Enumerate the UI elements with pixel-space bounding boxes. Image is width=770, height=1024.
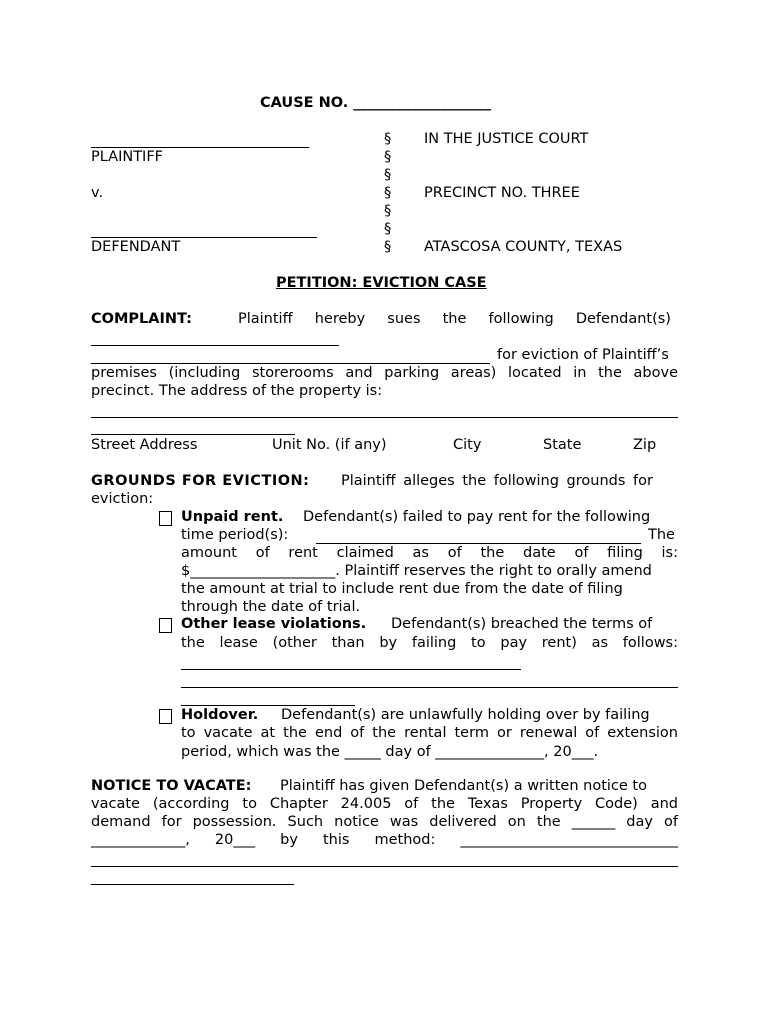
cause-number: CAUSE NO. ___________________ [260, 95, 492, 111]
word: by [280, 832, 298, 848]
word: ______________________________ [460, 832, 678, 848]
section-symbol: § [384, 221, 392, 237]
other-violations-title: Other lease violations. [181, 616, 367, 632]
plaintiff-label: PLAINTIFF [91, 149, 164, 165]
grounds-intro-line-2: eviction: [91, 491, 154, 507]
holdover-checkbox[interactable] [159, 709, 172, 724]
word: method: [374, 832, 436, 848]
word: this [323, 832, 350, 848]
unpaid-rent-line-2-tail: The [648, 527, 675, 543]
violations-blank-1 [181, 669, 521, 670]
street-address-blank [91, 434, 295, 435]
section-symbol: § [384, 131, 392, 147]
court-name: IN THE JUSTICE COURT [424, 131, 589, 147]
word: Plaintiff [238, 311, 293, 327]
notice-method-blank-2 [91, 884, 294, 885]
word: the [442, 311, 467, 327]
section-symbol: § [384, 167, 392, 183]
state-label: State [543, 437, 582, 453]
complaint-line-2: for eviction of Plaintiff’s [497, 347, 669, 363]
complaint-line-3: premises (including storerooms and parking areas) located in the above [91, 365, 678, 381]
precinct-number: PRECINCT NO. THREE [424, 185, 580, 201]
section-symbol: § [384, 149, 392, 165]
notice-line-3: demand for possession. Such notice was delivered on the ______ day of [91, 814, 678, 830]
violations-blank-2 [181, 687, 678, 688]
notice-line-1: Plaintiff has given Defendant(s) a written notice to [280, 778, 647, 794]
defendant-label: DEFENDANT [91, 239, 181, 255]
unit-number-label: Unit No. (if any) [272, 437, 387, 453]
address-blank [91, 417, 678, 418]
notice-heading: NOTICE TO VACATE: [91, 778, 252, 794]
notice-line-2: vacate (according to Chapter 24.005 of the Texas Property Code) and [91, 796, 678, 812]
city-label: City [453, 437, 482, 453]
word: _____________, [91, 832, 190, 848]
unpaid-rent-line-3: amount of rent claimed as of the date of filing is: [181, 545, 678, 561]
notice-method-blank [91, 866, 678, 867]
word: sues [387, 311, 421, 327]
petition-title: PETITION: EVICTION CASE [276, 275, 487, 291]
unpaid-rent-line-5: the amount at trial to include rent due from the date of filing [181, 581, 623, 597]
word: following [488, 311, 554, 327]
complaint-line-4: precinct. The address of the property is: [91, 383, 383, 399]
section-symbol: § [384, 239, 392, 255]
grounds-heading: GROUNDS FOR EVICTION: [91, 473, 310, 489]
word: Defendant(s) [575, 311, 671, 327]
holdover-line-3: period, which was the _____ day of _______________, 20___. [181, 744, 599, 760]
defendant-names-blank [91, 345, 339, 346]
section-symbol: § [384, 203, 392, 219]
notice-line-4 [91, 831, 678, 849]
section-symbol: § [384, 185, 392, 201]
holdover-line-2: to vacate at the end of the rental term or renewal of extension [181, 725, 678, 741]
unpaid-rent-title: Unpaid rent. [181, 509, 284, 525]
unpaid-rent-line-4: $____________________. Plaintiff reserves the right to orally amend [181, 563, 652, 579]
grounds-intro: Plaintiff alleges the following grounds for [341, 473, 653, 489]
other-violations-line-2: the lease (other than by failing to pay rent) as follows: [181, 635, 678, 651]
word: 20___ [214, 832, 256, 848]
street-address-label: Street Address [91, 437, 198, 453]
zip-label: Zip [633, 437, 657, 453]
unpaid-rent-period-label: time period(s): [181, 527, 289, 543]
other-violations-line-1: Defendant(s) breached the terms of [391, 616, 653, 632]
unpaid-rent-line-6: through the date of trial. [181, 599, 361, 615]
county-state: ATASCOSA COUNTY, TEXAS [424, 239, 623, 255]
complaint-line-1 [238, 310, 671, 328]
versus-label: v. [91, 185, 104, 201]
holdover-line-1: Defendant(s) are unlawfully holding over by failing [281, 707, 650, 723]
unpaid-rent-line-1: Defendant(s) failed to pay rent for the following [303, 509, 651, 525]
holdover-title: Holdover. [181, 707, 259, 723]
word: hereby [314, 311, 366, 327]
complaint-heading: COMPLAINT: [91, 311, 192, 327]
unpaid-rent-checkbox[interactable] [159, 511, 172, 526]
other-violations-checkbox[interactable] [159, 618, 172, 633]
